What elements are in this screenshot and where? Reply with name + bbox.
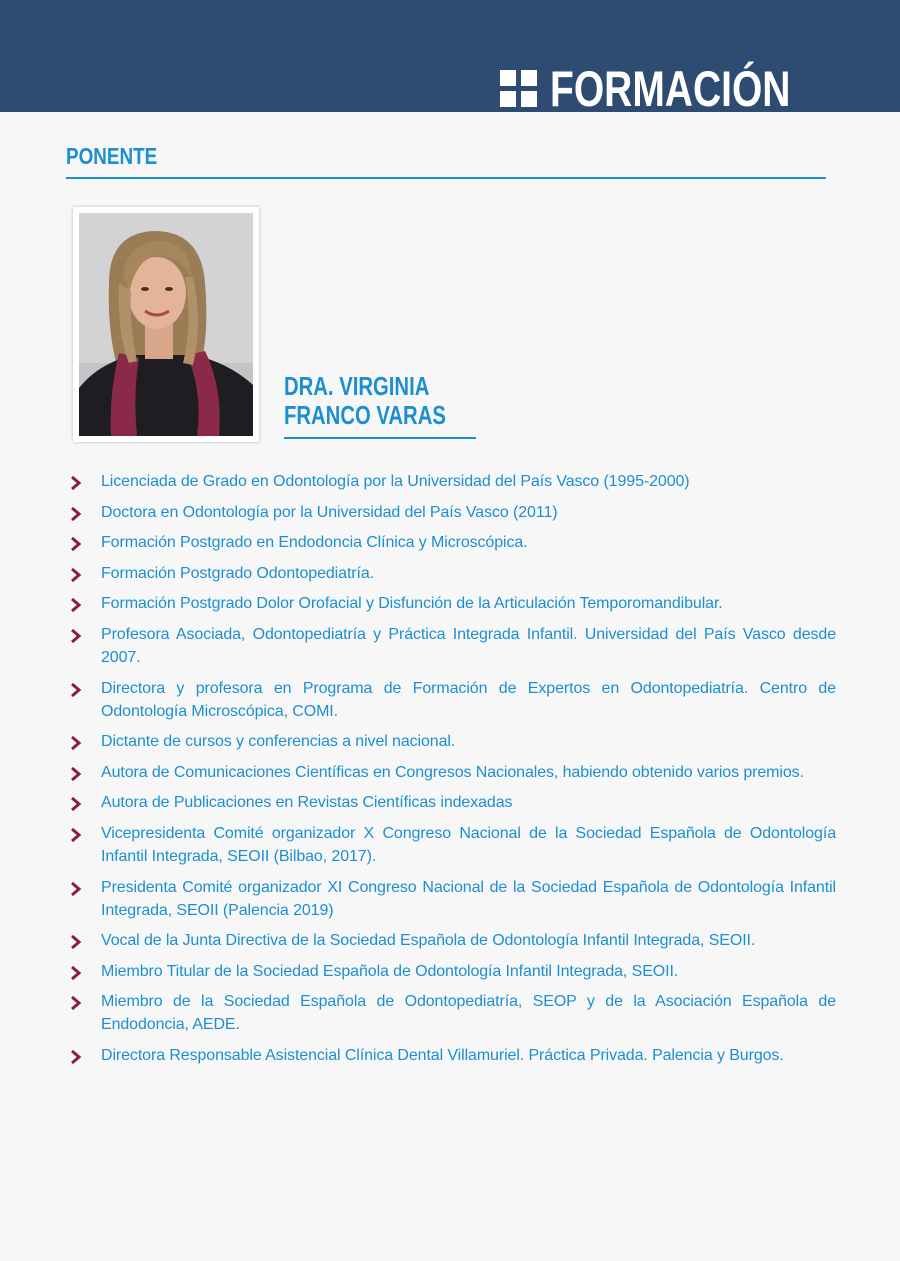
list-item-text: Miembro de la Sociedad Española de Odontopediatría, SEOP y de la Asociación Española de Endodoncia, AEDE.	[101, 993, 836, 1034]
speaker-portrait-image	[79, 213, 253, 436]
list-item-text: Autora de Publicaciones en Revistas Científicas indexadas	[101, 794, 513, 812]
speaker-photo-frame	[73, 207, 259, 442]
chevron-right-icon	[70, 882, 82, 896]
list-item	[66, 960, 836, 983]
list-item-text: Vicepresidenta Comité organizador X Congreso Nacional de la Sociedad Española de Odontología Infantil Integrada, SEOII (Bilbao, 2017).	[101, 824, 836, 865]
list-item-text: Formación Postgrado Odontopediatría.	[101, 564, 375, 582]
chevron-right-icon	[70, 797, 82, 811]
header-title: FORMACIÓN	[550, 61, 791, 117]
list-item-text: Licenciada de Grado en Odontología por la Universidad del País Vasco (1995-2000)	[101, 473, 690, 490]
header-title-group	[500, 61, 850, 117]
list-item	[66, 730, 836, 753]
list-item	[66, 623, 836, 669]
chevron-right-icon	[70, 828, 82, 842]
speaker-name	[284, 372, 492, 430]
list-item	[66, 876, 836, 922]
chevron-right-icon	[70, 568, 82, 582]
chevron-right-icon	[70, 966, 82, 980]
chevron-right-icon	[70, 767, 82, 781]
chevron-right-icon	[70, 935, 82, 949]
speaker-name-line1: DRA. VIRGINIA	[284, 371, 430, 401]
list-item-text: Miembro Titular de la Sociedad Española de Odontología Infantil Integrada, SEOII.	[101, 962, 679, 980]
chevron-right-icon	[70, 996, 82, 1010]
chevron-right-icon	[70, 507, 82, 521]
list-item	[66, 562, 836, 585]
speaker-portrait	[79, 213, 253, 436]
chevron-right-icon	[70, 537, 82, 551]
list-item	[66, 531, 836, 554]
list-item	[66, 501, 836, 524]
list-item-text: Directora y profesora en Programa de Formación de Expertos en Odontopediatría. Centro de Odontología Microscópica, COMI.	[101, 679, 836, 720]
section-divider	[66, 177, 826, 179]
list-item	[66, 470, 836, 493]
chevron-right-icon	[70, 736, 82, 750]
section-title: PONENTE	[66, 143, 158, 169]
credentials-list	[66, 470, 836, 1075]
list-item	[66, 1044, 836, 1067]
speaker-name-underline	[284, 437, 476, 439]
list-item-text: Doctora en Odontología por la Universidad del País Vasco (2011)	[101, 503, 558, 521]
list-item-text: Formación Postgrado en Endodoncia Clínica y Microscópica.	[101, 534, 528, 552]
list-item-text: Autora de Comunicaciones Científicas en Congresos Nacionales, habiendo obtenido varios premios.	[101, 763, 804, 781]
page-header	[0, 0, 900, 117]
list-item-text: Vocal de la Junta Directiva de la Sociedad Española de Odontología Infantil Integrada, SEOII.	[101, 932, 756, 950]
list-item-text: Profesora Asociada, Odontopediatría y Práctica Integrada Infantil. Universidad del País Vasco desde 2007.	[101, 625, 836, 666]
grid-squares-icon	[500, 70, 538, 108]
list-item	[66, 990, 836, 1036]
list-item-text: Dictante de cursos y conferencias a nivel nacional.	[101, 733, 456, 751]
list-item	[66, 592, 836, 615]
list-item-text: Presidenta Comité organizador XI Congreso Nacional de la Sociedad Española de Odontología Infantil Integrada, SEOII (Palencia 2019)	[101, 878, 836, 919]
chevron-right-icon	[70, 683, 82, 697]
chevron-right-icon	[70, 1050, 82, 1064]
chevron-right-icon	[70, 476, 82, 490]
list-item	[66, 677, 836, 723]
list-item-text: Formación Postgrado Dolor Orofacial y Disfunción de la Articulación Temporomandibular.	[101, 595, 723, 613]
list-item	[66, 822, 836, 868]
chevron-right-icon	[70, 598, 82, 612]
list-item-text: Directora Responsable Asistencial Clínica Dental Villamuriel. Práctica Privada. Palencia y Burgos.	[101, 1046, 784, 1064]
chevron-right-icon	[70, 629, 82, 643]
list-item	[66, 929, 836, 952]
list-item	[66, 791, 836, 814]
list-item	[66, 761, 836, 784]
speaker-name-line2: FRANCO VARAS	[284, 400, 446, 430]
